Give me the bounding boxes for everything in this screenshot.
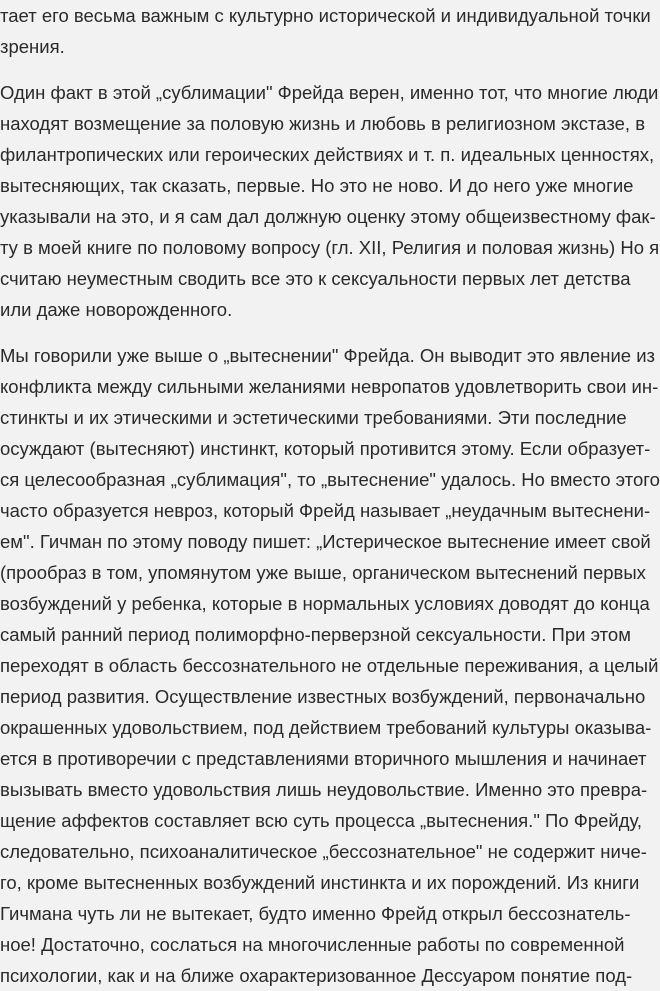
- text-line: го, кроме вытесненных возбуждений инстинкта и их порождений. Из книги: [0, 872, 640, 893]
- text-line: считаю неуместным сводить все это к сексуальности первых лет детства: [0, 268, 631, 289]
- text-line: Один факт в этой „сублимации" Фрейда верен, именно тот, что многие люди: [0, 82, 659, 103]
- text-line: ем". Гичман по этому поводу пишет: „Истерическое вытеснение имеет свой: [0, 531, 651, 552]
- text-line: щение аффектов составляет всю суть процесса „вытеснения." По Фрейду,: [0, 810, 643, 831]
- text-line: зрения.: [0, 36, 65, 57]
- text-line: ное! Достаточно, сослаться на многочисленные работы по современной: [0, 934, 625, 955]
- paragraph-gap: [0, 325, 620, 340]
- text-line: вытесняющих, так сказать, первые. Но это не ново. И до него уже многие: [0, 175, 634, 196]
- paragraph-3: [0, 340, 660, 991]
- text-line: ется в противоречии с представлениями вторичного мышления и начинает: [0, 748, 647, 769]
- text-line: Мы говорили уже выше о „вытеснении" Фрейда. Он выводит это явление из: [0, 345, 656, 366]
- text-line: окрашенных удовольствием, под действием требований культуры оказыва-: [0, 717, 652, 738]
- text-line: ся целесообразная „сублимация", то „вытеснение" удалось. Но вместо этого: [0, 469, 660, 490]
- text-line: стинкты и их этическими и эстетическими требованиями. Эти последние: [0, 407, 627, 428]
- text-line: конфликта между сильными желаниями невропатов удовлетворить свои ин-: [0, 376, 659, 397]
- text-line: тает его весьма важным с культурно исторической и индивидуальной точки: [0, 5, 651, 26]
- text-line: Гичмана чуть ли не вытекает, будто именно Фрейд открыл бессознатель-: [0, 903, 631, 924]
- text-line: (прообраз в том, упомянутом уже выше, органическом вытеснений первых: [0, 562, 646, 583]
- paragraph-1: [0, 0, 651, 62]
- text-line: или даже новорожденного.: [0, 299, 233, 320]
- text-line: находят возмещение за половую жизнь и любовь в религиозном экстазе, в: [0, 113, 646, 134]
- text-line: переходят в область бессознательного не отдельные переживания, а целый: [0, 655, 659, 676]
- text-line: период развития. Осуществление известных возбуждений, первоначально: [0, 686, 646, 707]
- text-line: самый ранний период полиморфно-перверзной сексуальности. При этом: [0, 624, 631, 645]
- text-line: следовательно, психоаналитическое „бессознательное" не содержит ниче-: [0, 841, 647, 862]
- text-line: вызывать вместо удовольствия лишь неудовольствие. Именно это превра-: [0, 779, 648, 800]
- text-line: ту в моей книге по половому вопросу (гл. XII, Религия и половая жизнь) Но я: [0, 237, 660, 258]
- text-line: возбуждений у ребенка, которые в нормальных условиях доводят до конца: [0, 593, 650, 614]
- text-line: осуждают (вытесняют) инстинкт, который противится этому. Если образует-: [0, 438, 651, 459]
- text-line: психологии, как и на ближе охарактеризованное Дессуаром понятие под-: [0, 965, 633, 986]
- text-line: часто образуется невроз, который Фрейд называет „неудачным вытеснени-: [0, 500, 651, 521]
- text-line: филантропических или героических действиях и т. п. идеальных ценностях,: [0, 144, 655, 165]
- text-line: указывали на это, и я сам дал должную оценку этому общеизвестному фак-: [0, 206, 656, 227]
- paragraph-2: [0, 77, 660, 325]
- paragraph-gap: [0, 62, 620, 77]
